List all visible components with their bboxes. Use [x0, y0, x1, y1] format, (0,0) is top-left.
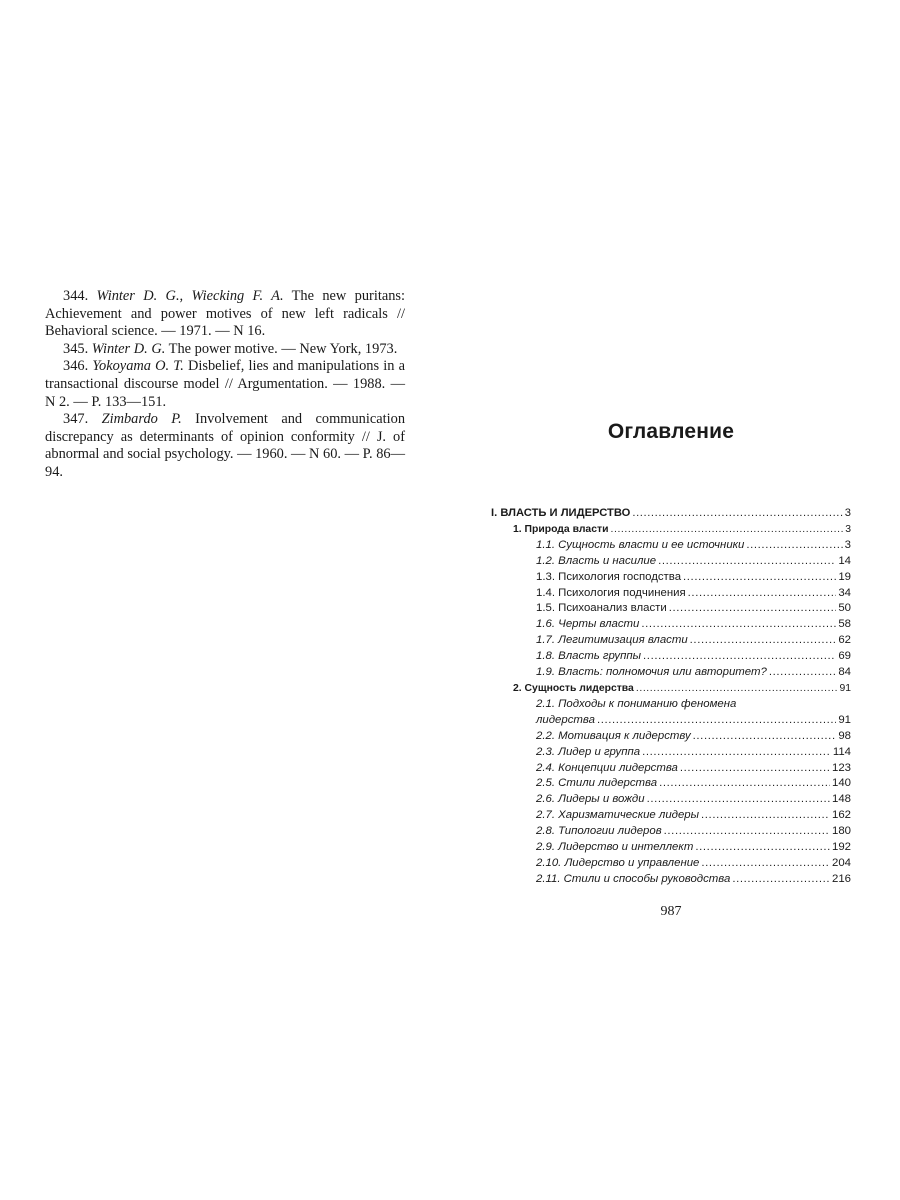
- table-of-contents: [491, 506, 851, 888]
- toc-page: 140: [831, 777, 851, 790]
- reference-number: 345.: [63, 340, 92, 357]
- toc-label: 1.6. Черты власти: [536, 618, 640, 631]
- toc-label: 2.6. Лидеры и вожди: [536, 793, 645, 806]
- reference-number: 347.: [63, 411, 102, 428]
- reference-entry: [45, 341, 405, 359]
- reference-entry: [45, 411, 405, 481]
- toc-page: 91: [839, 682, 851, 694]
- toc-page: 216: [831, 872, 851, 885]
- reference-entry: [45, 288, 405, 341]
- toc-label-line1: 2.1. Подходы к пониманию феномена: [536, 697, 737, 710]
- toc-page: 180: [831, 825, 851, 838]
- reference-authors: Yokoyama O. T.: [92, 358, 184, 375]
- reference-text: The power motive. — New York, 1973.: [165, 340, 398, 357]
- reference-number: 344.: [63, 288, 97, 304]
- toc-entry: [491, 792, 851, 808]
- toc-page: 69: [838, 650, 851, 663]
- toc-label: 1.1. Сущность власти и ее источники: [536, 538, 745, 551]
- toc-page: 84: [838, 666, 851, 679]
- toc-page: 123: [831, 761, 851, 774]
- toc-page: 148: [831, 793, 851, 806]
- toc-title: Оглавление: [607, 420, 735, 443]
- toc-label-line2-row: [536, 713, 851, 729]
- toc-label: 2.3. Лидер и группа: [536, 745, 641, 758]
- toc-leader: [647, 792, 830, 808]
- toc-entry: [491, 856, 851, 872]
- reference-entry: [45, 358, 405, 411]
- toc-leader: [746, 538, 842, 554]
- toc-entry: [491, 601, 851, 617]
- toc-leader: [683, 570, 836, 586]
- toc-entry: [491, 872, 851, 888]
- toc-leader: [693, 729, 837, 745]
- toc-entry: [491, 745, 851, 761]
- toc-label: 2. Сущность лидерства: [513, 682, 634, 694]
- toc-label: 1.3. Психология господства: [536, 570, 682, 583]
- reference-text: Disbelief, lies and manipulations in a transactional discourse model // Argumentation. — 1988. — N 2. — P. 133—151.: [45, 358, 405, 410]
- toc-label: 1.8. Власть группы: [536, 650, 642, 663]
- toc-label: 2.5. Стили лидерства: [536, 777, 658, 790]
- toc-page: 114: [832, 745, 851, 758]
- toc-page: 162: [831, 809, 851, 822]
- toc-leader: [641, 617, 836, 633]
- reference-text: The new puritans: Achievement and power motives of new left radicals // Behavioral science. — 1971. — N 16.: [45, 288, 406, 340]
- toc-page: 3: [844, 507, 851, 519]
- toc-leader: [643, 649, 836, 665]
- toc-entry: [491, 697, 851, 729]
- toc-part-heading: [491, 506, 851, 522]
- reference-text: Involvement and communication discrepancy as determinants of opinion conformity // J. of abnormal and social psychology. — 1960. — N 60. — P. 86—94.: [45, 411, 406, 480]
- toc-label: 1.4. Психология подчинения: [536, 586, 686, 599]
- toc-page: 3: [844, 538, 851, 551]
- toc-label-line2: лидерства: [536, 713, 595, 726]
- toc-leader: [659, 776, 830, 792]
- toc-page: 58: [838, 618, 851, 631]
- toc-leader: [658, 554, 836, 570]
- toc-label: 2.4. Концепции лидерства: [536, 761, 678, 774]
- toc-label: 2.9. Лидерство и интеллект: [536, 841, 694, 854]
- toc-entry: [491, 649, 851, 665]
- page-number: 987: [660, 904, 682, 919]
- toc-leader: [636, 681, 838, 697]
- toc-entry: [491, 570, 851, 586]
- toc-leader: [680, 761, 830, 777]
- toc-page: 204: [831, 856, 851, 869]
- toc-label: 2.10. Лидерство и управление: [536, 856, 700, 869]
- toc-page: 14: [838, 554, 851, 567]
- reference-authors: Winter D. G., Wiecking F. A.: [96, 288, 284, 304]
- toc-leader: [642, 745, 831, 761]
- toc-leader: [690, 633, 837, 649]
- toc-entry: [491, 586, 851, 602]
- reference-authors: Winter D. G.: [91, 340, 166, 357]
- toc-label: I. ВЛАСТЬ И ЛИДЕРСТВО: [491, 507, 631, 519]
- toc-chapter-heading: [491, 522, 851, 538]
- toc-label: 1.7. Легитимизация власти: [536, 634, 688, 647]
- toc-leader: [769, 665, 837, 681]
- toc-page: 50: [838, 602, 851, 615]
- toc-entry: [491, 729, 851, 745]
- toc-entry: [491, 776, 851, 792]
- toc-entry: [491, 554, 851, 570]
- toc-entry: [491, 633, 851, 649]
- toc-entry: [491, 665, 851, 681]
- toc-label: 1. Природа власти: [513, 523, 609, 535]
- toc-leader: [669, 601, 837, 617]
- toc-label: 2.8. Типологии лидеров: [536, 825, 662, 838]
- toc-leader: [688, 586, 837, 602]
- reference-number: 346.: [63, 358, 93, 375]
- toc-entry: [491, 824, 851, 840]
- references-list: [45, 288, 405, 482]
- reference-authors: Zimbardo P.: [101, 411, 182, 428]
- toc-entry: [491, 761, 851, 777]
- toc-leader: [701, 856, 830, 872]
- toc-leader: [610, 522, 843, 538]
- toc-leader: [701, 808, 830, 824]
- toc-label: 2.11. Стили и способы руководства: [536, 872, 731, 885]
- toc-page: 91: [838, 713, 851, 726]
- toc-leader: [664, 824, 830, 840]
- toc-page: 34: [838, 586, 851, 599]
- toc-label: 2.2. Мотивация к лидерству: [536, 729, 691, 742]
- toc-page: 192: [831, 841, 851, 854]
- toc-page: 19: [838, 570, 851, 583]
- toc-chapter-heading: [491, 681, 851, 697]
- toc-page: 62: [838, 634, 851, 647]
- toc-entry: [491, 538, 851, 554]
- toc-entry: [491, 840, 851, 856]
- toc-entry: [491, 617, 851, 633]
- toc-leader: [732, 872, 830, 888]
- toc-label: 1.9. Власть: полномочия или авторитет?: [536, 666, 767, 679]
- toc-leader: [597, 713, 836, 729]
- toc-entry: [491, 808, 851, 824]
- toc-leader: [632, 506, 842, 522]
- toc-page: 3: [845, 523, 851, 535]
- toc-label: 1.2. Власть и насилие: [536, 554, 657, 567]
- toc-label: 2.7. Харизматические лидеры: [536, 809, 700, 822]
- toc-page: 98: [838, 729, 851, 742]
- toc-label: 1.5. Психоанализ власти: [536, 602, 667, 615]
- toc-leader: [695, 840, 830, 856]
